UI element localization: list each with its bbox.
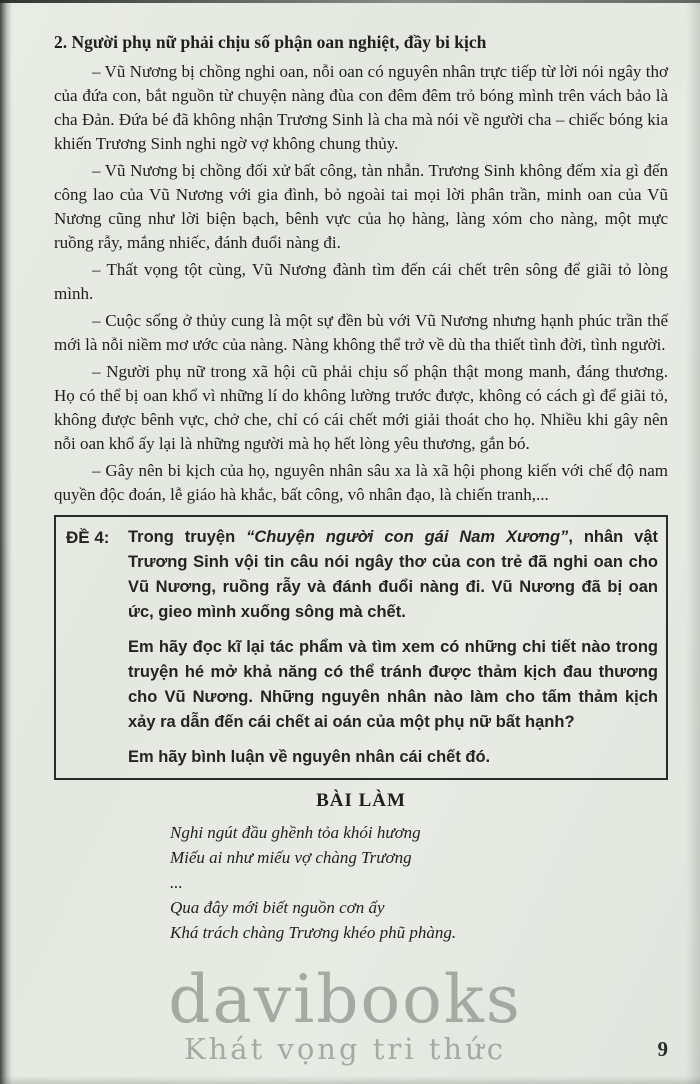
- page-content: [54, 30, 668, 945]
- exercise-p1-suffix: , nhân vật Trương Sinh vội tin câu nói ngây thơ của con trẻ đã nghi oan cho Vũ Nương, ruồng rẫy và đánh đuổi nàng đi. Vũ Nương đã bị oan ức, gieo mình xuống sông mà chết.: [128, 528, 659, 621]
- watermark: [110, 961, 580, 1066]
- analysis-paragraph: – Vũ Nương bị chồng nghi oan, nỗi oan có nguyên nhân trực tiếp từ lời nói ngây thơ của đứa con, bắt nguồn từ chuyện nàng đùa con đêm đêm trỏ bóng mình trên vách bảo là cha Đản. Đứa bé đã không nhận Trương Sinh là cha mà nói về người cha – chiếc bóng kia khiến Trương Sinh nghi ngờ vợ không chung thủy.: [54, 62, 668, 153]
- scan-edge-left: [0, 0, 12, 1084]
- analysis-paragraph: – Cuộc sống ở thủy cung là một sự đền bù với Vũ Nương nhưng hạnh phúc trần thế mới là nỗi niềm mơ ước của nàng. Nàng không thể trở về dù tha thiết tình đời, tình người.: [54, 311, 668, 354]
- exercise-paragraph-1: [128, 525, 658, 625]
- exercise-paragraph-3: Em hãy bình luận về nguyên nhân cái chết đó.: [128, 748, 491, 766]
- story-title-quote: “Chuyện người con gái Nam Xương”: [246, 528, 569, 546]
- verse-line: ...: [170, 873, 183, 892]
- analysis-paragraph: – Người phụ nữ trong xã hội cũ phải chịu số phận thật mong manh, đáng thương. Họ có thể bị oan khổ vì những lí do không lường trước được, không có cách gì để giãi tỏ, không được bênh vực, chở che, chỉ có cái chết mới giải thoát cho họ. Nhiều khi gây nên nỗi oan khổ ấy lại là những người mà họ hết lòng yêu thương, gắn bó.: [54, 362, 668, 453]
- watermark-title: davibooks: [168, 961, 522, 1038]
- verse-line: Miếu ai như miếu vợ chàng Trương: [170, 848, 412, 867]
- watermark-subtitle: Khát vọng tri thức: [183, 1032, 507, 1066]
- page-number: 9: [657, 1037, 668, 1061]
- analysis-paragraph: – Thất vọng tột cùng, Vũ Nương đành tìm đến cái chết trên sông để giãi tỏ lòng mình.: [54, 260, 668, 303]
- scan-edge-top: [0, 0, 700, 3]
- section-heading: 2. Người phụ nữ phải chịu số phận oan nghiệt, đầy bi kịch: [54, 32, 487, 52]
- verse-line: Qua đây mới biết nguồn cơn ấy: [170, 898, 385, 917]
- scan-edge-right: [686, 0, 700, 1084]
- exercise-paragraph-2: Em hãy đọc kĩ lại tác phẩm và tìm xem có những chi tiết nào trong truyện hé mở khả năng có thể tránh được thảm kịch đau thương cho Vũ Nương. Những nguyên nhân nào làm cho tấm thảm kịch xảy ra dẫn đến cái chết ai oán của một phụ nữ bất hạnh?: [128, 638, 658, 731]
- exercise-label: ĐỀ 4:: [66, 528, 110, 547]
- analysis-paragraph: – Vũ Nương bị chồng đối xử bất công, tàn nhẫn. Trương Sinh không đếm xỉa gì đến công lao của Vũ Nương với gia đình, bỏ ngoài tai mọi lời phân trần, minh oan của Vũ Nương cũng như lời biện bạch, bênh vực của họ hàng, làng xóm cho nàng, một mực ruồng rẫy, mắng nhiếc, đánh đuổi nàng đi.: [54, 161, 668, 252]
- analysis-paragraph: – Gây nên bi kịch của họ, nguyên nhân sâu xa là xã hội phong kiến với chế độ nam quyền độc đoán, lễ giáo hà khắc, bất công, vô nhân đạo, là chiến tranh,...: [54, 461, 668, 504]
- analysis-paragraphs: [54, 60, 668, 507]
- exercise-box: [54, 515, 668, 780]
- verse-block: [170, 820, 668, 945]
- bai-lam-title: BÀI LÀM: [316, 790, 406, 811]
- scan-edge-bottom: [0, 1076, 700, 1084]
- exercise-p1-prefix: Trong truyện: [128, 528, 247, 546]
- verse-line: Khá trách chàng Trương khéo phũ phàng.: [170, 923, 457, 942]
- verse-line: Nghi ngút đầu ghềnh tỏa khói hương: [170, 823, 421, 842]
